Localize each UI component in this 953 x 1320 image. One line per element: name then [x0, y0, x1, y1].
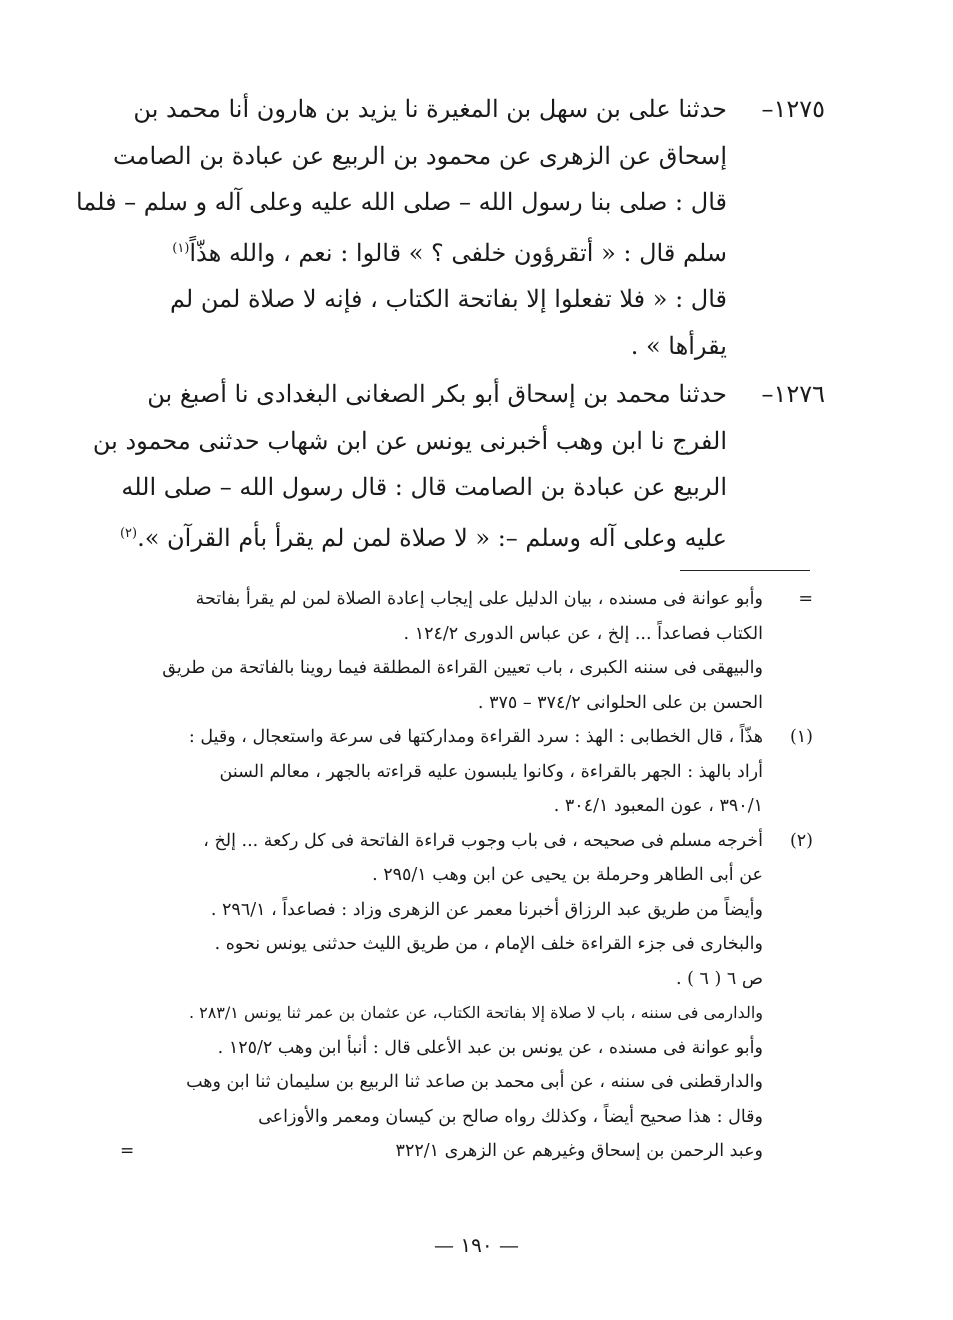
footnote-text: وعبد الرحمن بن إسحاق وغيرهم عن الزهرى ٣٢٢/١	[395, 1141, 763, 1161]
footnote-ref[interactable]: (٢)	[119, 525, 138, 541]
hadith-line: قال : « فلا تفعلوا إلا بفاتحة الكتاب ، فإنه لا صلاة لمن لم	[169, 285, 727, 313]
footnote-line: هذّاً ، قال الخطابى : الهذ : سرد القراءة ومداركتها فى سرعة واستعجال ، وقيل :	[188, 727, 763, 747]
footnote-line: والدارمى فى سننه ، باب لا صلاة إلا بفاتحة الكتاب، عن عثمان بن عمر ثنا يونس ٢٨٣/١ .	[188, 1003, 763, 1022]
hadith-line: سلم قال : « أتقرؤون خلفى ؟ » قالوا : نعم ، والله هذّاً	[189, 238, 727, 267]
page-number: — ١٩٠ —	[434, 1233, 519, 1257]
continuation-marker: =	[798, 589, 813, 609]
hadith-1275	[75, 86, 825, 369]
footnote-separator	[680, 570, 810, 571]
footnote-continued	[108, 582, 813, 720]
hadith-line: حدثنا على بن سهل بن المغيرة نا يزيد بن هارون أنا محمد بن	[133, 95, 727, 123]
footnote-line: وأبو عوانة فى مسنده ، عن يونس بن عبد الأعلى قال : أنبأ ابن وهب ١٢٥/٢ .	[217, 1037, 763, 1058]
footnote-line: وأبو عوانة فى مسنده ، بيان الدليل على إيجاب إعادة الصلاة لمن لم يقرأ بفاتحة	[195, 589, 763, 609]
footnote-line: وأيضاً من طريق عبد الرزاق أخبرنا معمر عن الزهرى وزاد : فصاعداً ، ٢٩٦/١ .	[210, 899, 763, 920]
continuation-marker: =	[120, 1141, 135, 1161]
hadith-number: ١٢٧٦–	[761, 380, 825, 408]
hadith-line-with-ref	[105, 511, 825, 562]
footnote-line: والبخارى فى جزء القراءة خلف الإمام ، من طريق الليث حدثنى يونس نحوه .	[214, 934, 763, 954]
footnote-marker: (٢)	[789, 830, 813, 851]
footnote-line: عن أبى الطاهر وحرملة بن يحيى عن ابن وهب ٢٩٥/١ .	[372, 865, 763, 885]
hadith-line: قال : صلى بنا رسول الله – صلى الله عليه وعلى آله و سلم – فلما	[75, 188, 727, 216]
footnote-line: الحسن بن على الحلوانى ٣٧٤/٢ – ٣٧٥ .	[477, 692, 763, 713]
hadith-1276	[92, 371, 825, 561]
footnote-line: وقال : هذا صحيح أيضاً ، وكذلك رواه صالح بن كيسان ومعمر والأوزاعى	[258, 1106, 763, 1127]
hadith-number: ١٢٧٥–	[761, 95, 825, 123]
footnote-line: ص ٦ ( ٦ ) .	[675, 968, 763, 989]
footnote-marker: (١)	[789, 727, 813, 747]
footnote-line: والدارقطنى فى سننه ، عن أبى محمد بن صاعد ثنا الربيع بن سليمان ثنا ابن وهب	[186, 1072, 763, 1092]
hadith-line-with-ref	[105, 226, 825, 277]
hadith-line: عليه وعلى آله وسلم –: « لا صلاة لمن لم يقرأ بأم القرآن ».	[137, 523, 727, 552]
footnote-line: أخرجه مسلم فى صحيحه ، فى باب وجوب قراءة الفاتحة فى كل ركعة ... إلخ ،	[203, 830, 763, 851]
footnote-line-last	[108, 1134, 813, 1169]
hadith-line: الربيع عن عبادة بن الصامت قال : قال رسول الله – صلى الله	[121, 473, 727, 501]
footnote-line: ٣٩٠/١ ، عون المعبود ٣٠٤/١ .	[553, 796, 763, 816]
hadith-line: يقرأها » .	[630, 331, 727, 360]
footnote-line: الكتاب فصاعداً ... إلخ ، عن عباس الدورى ١٢٤/٢ .	[403, 623, 763, 644]
hadith-line: إسحاق عن الزهرى عن محمود بن الربيع عن عبادة بن الصامت	[113, 141, 727, 170]
footnote-ref[interactable]: (١)	[172, 240, 190, 256]
footnote-line: أراد بالهذ : الجهر بالقراءة ، وكانوا يلبسون عليه قراءته بالجهر ، معالم السنن	[219, 761, 763, 782]
hadith-line: الفرج نا ابن وهب أخبرنى يونس عن ابن شهاب حدثنى محمود بن	[92, 426, 727, 455]
footnotes	[108, 582, 813, 1169]
footnote-1	[108, 720, 813, 824]
footnote-2	[108, 824, 813, 1169]
hadith-line: حدثنا محمد بن إسحاق أبو بكر الصغانى البغدادى نا أصبغ بن	[147, 380, 727, 408]
footnote-line: والبيهقى فى سننه الكبرى ، باب تعيين القراءة المطلقة فيما روينا بالفاتحة من طريق	[162, 658, 763, 678]
main-text	[75, 86, 825, 561]
